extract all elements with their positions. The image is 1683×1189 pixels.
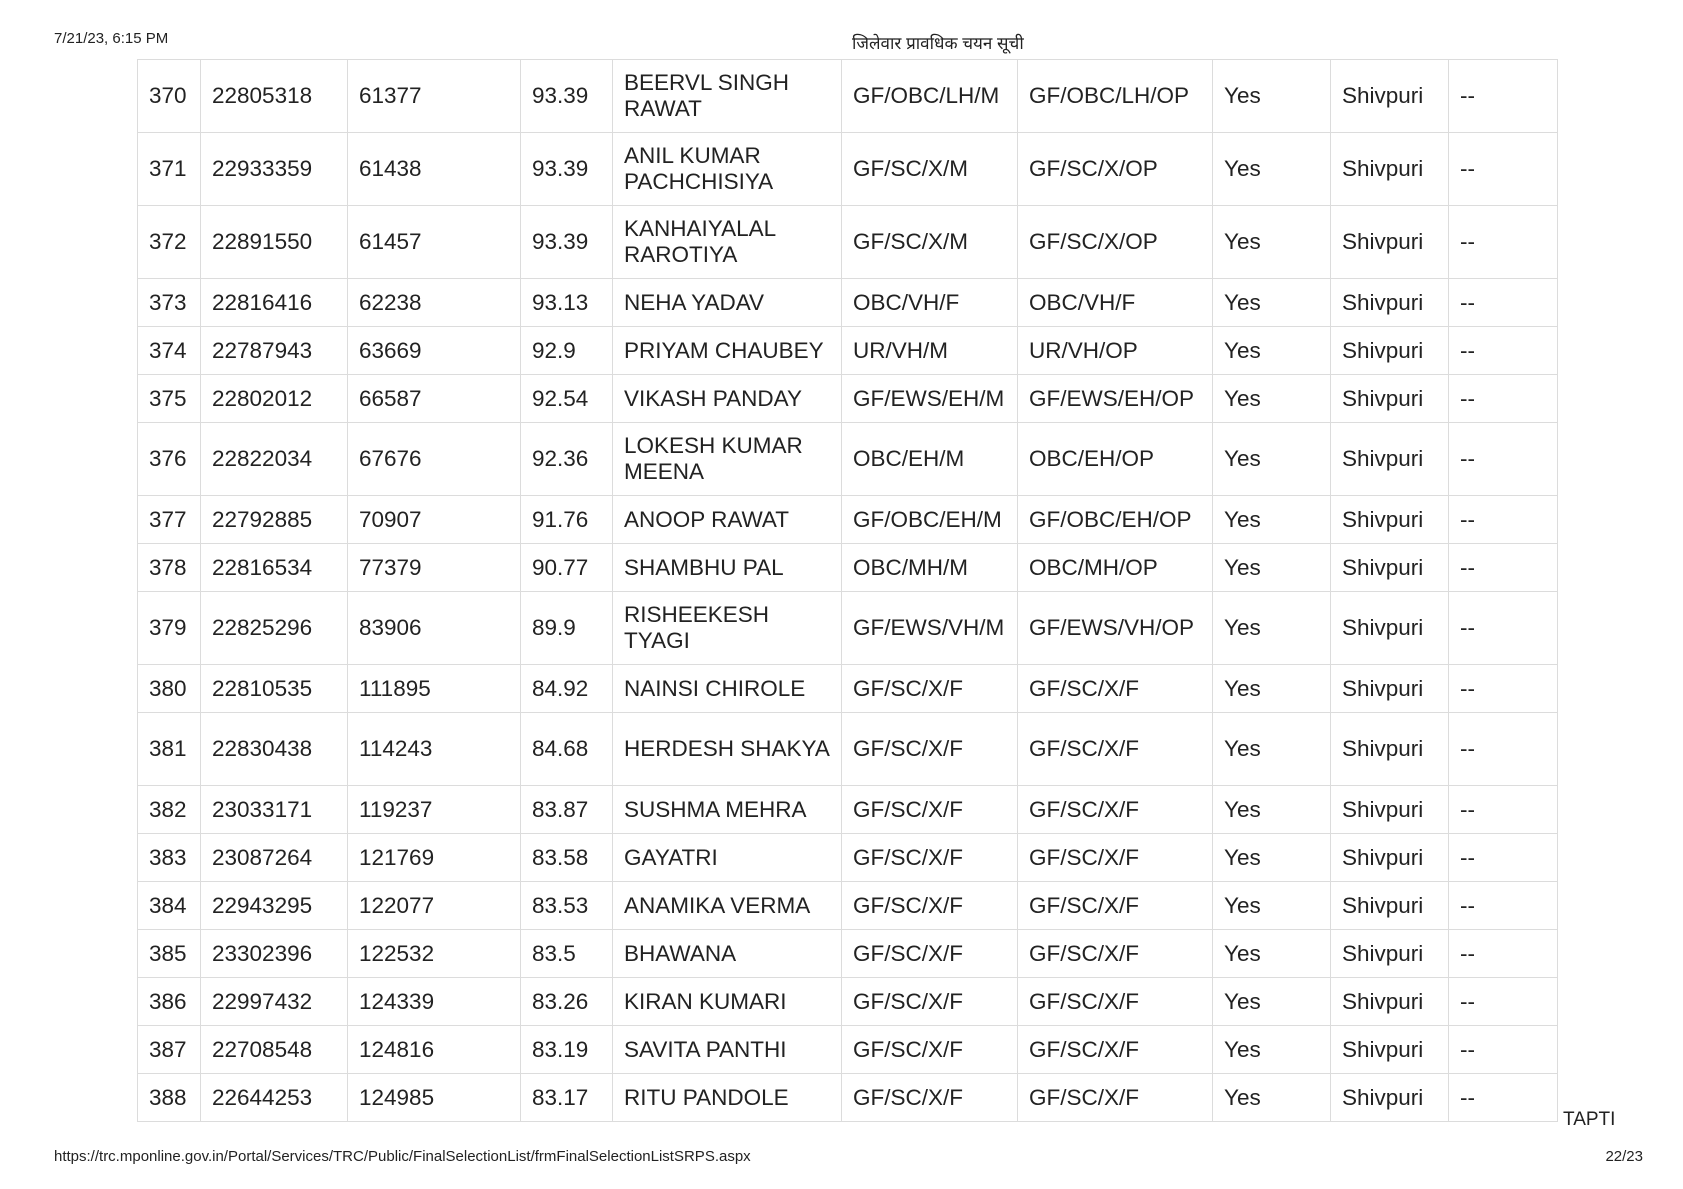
cell-serial-number: 377 (138, 496, 201, 544)
cell-marks: 93.13 (521, 279, 613, 327)
table-row (138, 375, 1558, 423)
cell-selected-category: GF/SC/X/OP (1018, 133, 1213, 206)
table-row (138, 882, 1558, 930)
cell-remark: -- (1449, 930, 1558, 978)
print-datetime: 7/21/23, 6:15 PM (54, 30, 169, 47)
cell-roll-number: 23302396 (201, 930, 348, 978)
cell-rank: 77379 (348, 544, 521, 592)
cell-marks: 92.36 (521, 423, 613, 496)
table-row (138, 1026, 1558, 1074)
cell-remark: -- (1449, 592, 1558, 665)
cell-rank: 63669 (348, 327, 521, 375)
cell-category: OBC/VH/F (842, 279, 1018, 327)
table-body (138, 60, 1558, 1122)
cell-remark: -- (1449, 978, 1558, 1026)
cell-remark: -- (1449, 496, 1558, 544)
cell-serial-number: 373 (138, 279, 201, 327)
cell-category: GF/SC/X/F (842, 834, 1018, 882)
cell-serial-number: 380 (138, 665, 201, 713)
cell-candidate-name: KANHAIYALAL RAROTIYA (613, 206, 842, 279)
table-row (138, 423, 1558, 496)
cell-candidate-name: GAYATRI (613, 834, 842, 882)
cell-district: Shivpuri (1331, 1074, 1449, 1122)
cell-rank: 121769 (348, 834, 521, 882)
cell-serial-number: 384 (138, 882, 201, 930)
cell-selected-category: GF/OBC/EH/OP (1018, 496, 1213, 544)
cell-status: Yes (1213, 834, 1331, 882)
cell-status: Yes (1213, 978, 1331, 1026)
cell-roll-number: 22792885 (201, 496, 348, 544)
cell-selected-category: GF/SC/X/F (1018, 930, 1213, 978)
cell-rank: 114243 (348, 713, 521, 786)
cell-rank: 111895 (348, 665, 521, 713)
cell-roll-number: 22891550 (201, 206, 348, 279)
cell-category: GF/SC/X/F (842, 930, 1018, 978)
cell-roll-number: 22802012 (201, 375, 348, 423)
cell-serial-number: 375 (138, 375, 201, 423)
cell-marks: 91.76 (521, 496, 613, 544)
cell-remark: -- (1449, 206, 1558, 279)
cell-candidate-name: NEHA YADAV (613, 279, 842, 327)
cell-status: Yes (1213, 544, 1331, 592)
cell-rank: 124339 (348, 978, 521, 1026)
cell-district: Shivpuri (1331, 786, 1449, 834)
cell-rank: 119237 (348, 786, 521, 834)
page-url: https://trc.mponline.gov.in/Portal/Services/TRC/Public/FinalSelectionList/frmFinalSelectionListSRPS.aspx (54, 1148, 751, 1165)
cell-rank: 122077 (348, 882, 521, 930)
cell-selected-category: OBC/EH/OP (1018, 423, 1213, 496)
cell-serial-number: 372 (138, 206, 201, 279)
cell-selected-category: OBC/VH/F (1018, 279, 1213, 327)
cell-status: Yes (1213, 592, 1331, 665)
cell-rank: 124816 (348, 1026, 521, 1074)
cell-remark: -- (1449, 375, 1558, 423)
cell-selected-category: GF/EWS/EH/OP (1018, 375, 1213, 423)
cell-remark: -- (1449, 834, 1558, 882)
cell-selected-category: GF/SC/X/F (1018, 978, 1213, 1026)
cell-candidate-name: VIKASH PANDAY (613, 375, 842, 423)
cell-selected-category: GF/SC/X/F (1018, 834, 1213, 882)
cell-marks: 84.92 (521, 665, 613, 713)
cell-status: Yes (1213, 713, 1331, 786)
page-number: 22/23 (1605, 1148, 1643, 1165)
cell-roll-number: 22816416 (201, 279, 348, 327)
tail-note: TAPTI (1563, 1109, 1616, 1130)
cell-candidate-name: KIRAN KUMARI (613, 978, 842, 1026)
cell-marks: 83.19 (521, 1026, 613, 1074)
cell-selected-category: GF/SC/X/F (1018, 713, 1213, 786)
cell-marks: 83.58 (521, 834, 613, 882)
cell-roll-number: 22825296 (201, 592, 348, 665)
cell-selected-category: OBC/MH/OP (1018, 544, 1213, 592)
cell-roll-number: 23087264 (201, 834, 348, 882)
cell-selected-category: GF/SC/X/F (1018, 882, 1213, 930)
cell-roll-number: 22822034 (201, 423, 348, 496)
cell-district: Shivpuri (1331, 375, 1449, 423)
cell-remark: -- (1449, 60, 1558, 133)
cell-candidate-name: LOKESH KUMAR MEENA (613, 423, 842, 496)
cell-serial-number: 383 (138, 834, 201, 882)
cell-rank: 83906 (348, 592, 521, 665)
cell-serial-number: 381 (138, 713, 201, 786)
cell-district: Shivpuri (1331, 133, 1449, 206)
cell-candidate-name: ANOOP RAWAT (613, 496, 842, 544)
table-row (138, 978, 1558, 1026)
cell-district: Shivpuri (1331, 665, 1449, 713)
table-row (138, 834, 1558, 882)
cell-district: Shivpuri (1331, 592, 1449, 665)
cell-selected-category: GF/SC/X/F (1018, 665, 1213, 713)
cell-status: Yes (1213, 327, 1331, 375)
cell-status: Yes (1213, 882, 1331, 930)
cell-roll-number: 22816534 (201, 544, 348, 592)
cell-district: Shivpuri (1331, 713, 1449, 786)
cell-roll-number: 22997432 (201, 978, 348, 1026)
cell-roll-number: 23033171 (201, 786, 348, 834)
cell-category: GF/SC/X/F (842, 1074, 1018, 1122)
cell-district: Shivpuri (1331, 930, 1449, 978)
cell-district: Shivpuri (1331, 496, 1449, 544)
cell-marks: 83.26 (521, 978, 613, 1026)
cell-marks: 93.39 (521, 133, 613, 206)
cell-marks: 92.9 (521, 327, 613, 375)
table-row (138, 930, 1558, 978)
cell-rank: 122532 (348, 930, 521, 978)
cell-roll-number: 22933359 (201, 133, 348, 206)
cell-serial-number: 371 (138, 133, 201, 206)
table-row (138, 496, 1558, 544)
table-row (138, 713, 1558, 786)
table-row (138, 206, 1558, 279)
cell-marks: 84.68 (521, 713, 613, 786)
cell-marks: 83.53 (521, 882, 613, 930)
cell-status: Yes (1213, 133, 1331, 206)
cell-category: OBC/EH/M (842, 423, 1018, 496)
cell-candidate-name: PRIYAM CHAUBEY (613, 327, 842, 375)
cell-district: Shivpuri (1331, 834, 1449, 882)
cell-district: Shivpuri (1331, 60, 1449, 133)
cell-serial-number: 378 (138, 544, 201, 592)
cell-candidate-name: SAVITA PANTHI (613, 1026, 842, 1074)
cell-district: Shivpuri (1331, 327, 1449, 375)
table-row (138, 60, 1558, 133)
cell-status: Yes (1213, 1026, 1331, 1074)
cell-category: GF/OBC/LH/M (842, 60, 1018, 133)
cell-selected-category: UR/VH/OP (1018, 327, 1213, 375)
cell-category: OBC/MH/M (842, 544, 1018, 592)
cell-category: GF/EWS/VH/M (842, 592, 1018, 665)
cell-status: Yes (1213, 279, 1331, 327)
cell-marks: 83.17 (521, 1074, 613, 1122)
cell-roll-number: 22787943 (201, 327, 348, 375)
cell-roll-number: 22805318 (201, 60, 348, 133)
cell-status: Yes (1213, 60, 1331, 133)
cell-serial-number: 374 (138, 327, 201, 375)
cell-serial-number: 387 (138, 1026, 201, 1074)
cell-status: Yes (1213, 375, 1331, 423)
cell-serial-number: 370 (138, 60, 201, 133)
cell-district: Shivpuri (1331, 1026, 1449, 1074)
cell-category: GF/SC/X/M (842, 206, 1018, 279)
table-row (138, 592, 1558, 665)
cell-roll-number: 22830438 (201, 713, 348, 786)
cell-marks: 90.77 (521, 544, 613, 592)
table-row (138, 133, 1558, 206)
cell-selected-category: GF/SC/X/F (1018, 1026, 1213, 1074)
cell-serial-number: 385 (138, 930, 201, 978)
cell-category: GF/SC/X/F (842, 1026, 1018, 1074)
cell-status: Yes (1213, 1074, 1331, 1122)
cell-remark: -- (1449, 133, 1558, 206)
cell-status: Yes (1213, 206, 1331, 279)
table-row (138, 544, 1558, 592)
cell-selected-category: GF/OBC/LH/OP (1018, 60, 1213, 133)
cell-candidate-name: SUSHMA MEHRA (613, 786, 842, 834)
cell-remark: -- (1449, 327, 1558, 375)
cell-category: GF/EWS/EH/M (842, 375, 1018, 423)
cell-remark: -- (1449, 713, 1558, 786)
cell-candidate-name: ANAMIKA VERMA (613, 882, 842, 930)
cell-serial-number: 386 (138, 978, 201, 1026)
cell-serial-number: 376 (138, 423, 201, 496)
cell-remark: -- (1449, 279, 1558, 327)
cell-remark: -- (1449, 544, 1558, 592)
cell-candidate-name: NAINSI CHIROLE (613, 665, 842, 713)
cell-roll-number: 22943295 (201, 882, 348, 930)
cell-candidate-name: HERDESH SHAKYA (613, 713, 842, 786)
cell-marks: 83.5 (521, 930, 613, 978)
cell-status: Yes (1213, 665, 1331, 713)
cell-marks: 93.39 (521, 206, 613, 279)
cell-serial-number: 388 (138, 1074, 201, 1122)
cell-rank: 62238 (348, 279, 521, 327)
table-row (138, 327, 1558, 375)
cell-selected-category: GF/SC/X/F (1018, 786, 1213, 834)
selection-list-table (137, 59, 1558, 1122)
page-title: जिलेवार प्रावधिक चयन सूची (852, 34, 1024, 53)
cell-marks: 83.87 (521, 786, 613, 834)
table-row (138, 786, 1558, 834)
cell-district: Shivpuri (1331, 882, 1449, 930)
cell-candidate-name: SHAMBHU PAL (613, 544, 842, 592)
cell-rank: 61438 (348, 133, 521, 206)
cell-category: GF/SC/X/M (842, 133, 1018, 206)
cell-serial-number: 382 (138, 786, 201, 834)
cell-remark: -- (1449, 665, 1558, 713)
cell-category: GF/SC/X/F (842, 713, 1018, 786)
cell-rank: 61457 (348, 206, 521, 279)
cell-marks: 93.39 (521, 60, 613, 133)
cell-status: Yes (1213, 496, 1331, 544)
cell-candidate-name: RITU PANDOLE (613, 1074, 842, 1122)
cell-candidate-name: BHAWANA (613, 930, 842, 978)
cell-category: GF/OBC/EH/M (842, 496, 1018, 544)
cell-district: Shivpuri (1331, 423, 1449, 496)
cell-remark: -- (1449, 1074, 1558, 1122)
cell-category: GF/SC/X/F (842, 786, 1018, 834)
cell-remark: -- (1449, 882, 1558, 930)
cell-status: Yes (1213, 930, 1331, 978)
cell-remark: -- (1449, 423, 1558, 496)
cell-category: GF/SC/X/F (842, 665, 1018, 713)
cell-roll-number: 22708548 (201, 1026, 348, 1074)
cell-remark: -- (1449, 1026, 1558, 1074)
table-row (138, 1074, 1558, 1122)
cell-marks: 89.9 (521, 592, 613, 665)
cell-rank: 70907 (348, 496, 521, 544)
cell-category: UR/VH/M (842, 327, 1018, 375)
cell-selected-category: GF/EWS/VH/OP (1018, 592, 1213, 665)
table-row (138, 665, 1558, 713)
cell-rank: 124985 (348, 1074, 521, 1122)
cell-district: Shivpuri (1331, 279, 1449, 327)
cell-status: Yes (1213, 786, 1331, 834)
cell-roll-number: 22644253 (201, 1074, 348, 1122)
cell-roll-number: 22810535 (201, 665, 348, 713)
cell-marks: 92.54 (521, 375, 613, 423)
cell-candidate-name: RISHEEKESH TYAGI (613, 592, 842, 665)
cell-selected-category: GF/SC/X/OP (1018, 206, 1213, 279)
cell-category: GF/SC/X/F (842, 882, 1018, 930)
cell-candidate-name: ANIL KUMAR PACHCHISIYA (613, 133, 842, 206)
cell-status: Yes (1213, 423, 1331, 496)
cell-candidate-name: BEERVL SINGH RAWAT (613, 60, 842, 133)
cell-remark: -- (1449, 786, 1558, 834)
cell-district: Shivpuri (1331, 978, 1449, 1026)
cell-rank: 67676 (348, 423, 521, 496)
cell-category: GF/SC/X/F (842, 978, 1018, 1026)
cell-rank: 66587 (348, 375, 521, 423)
table-row (138, 279, 1558, 327)
cell-selected-category: GF/SC/X/F (1018, 1074, 1213, 1122)
cell-serial-number: 379 (138, 592, 201, 665)
cell-district: Shivpuri (1331, 206, 1449, 279)
cell-rank: 61377 (348, 60, 521, 133)
cell-district: Shivpuri (1331, 544, 1449, 592)
